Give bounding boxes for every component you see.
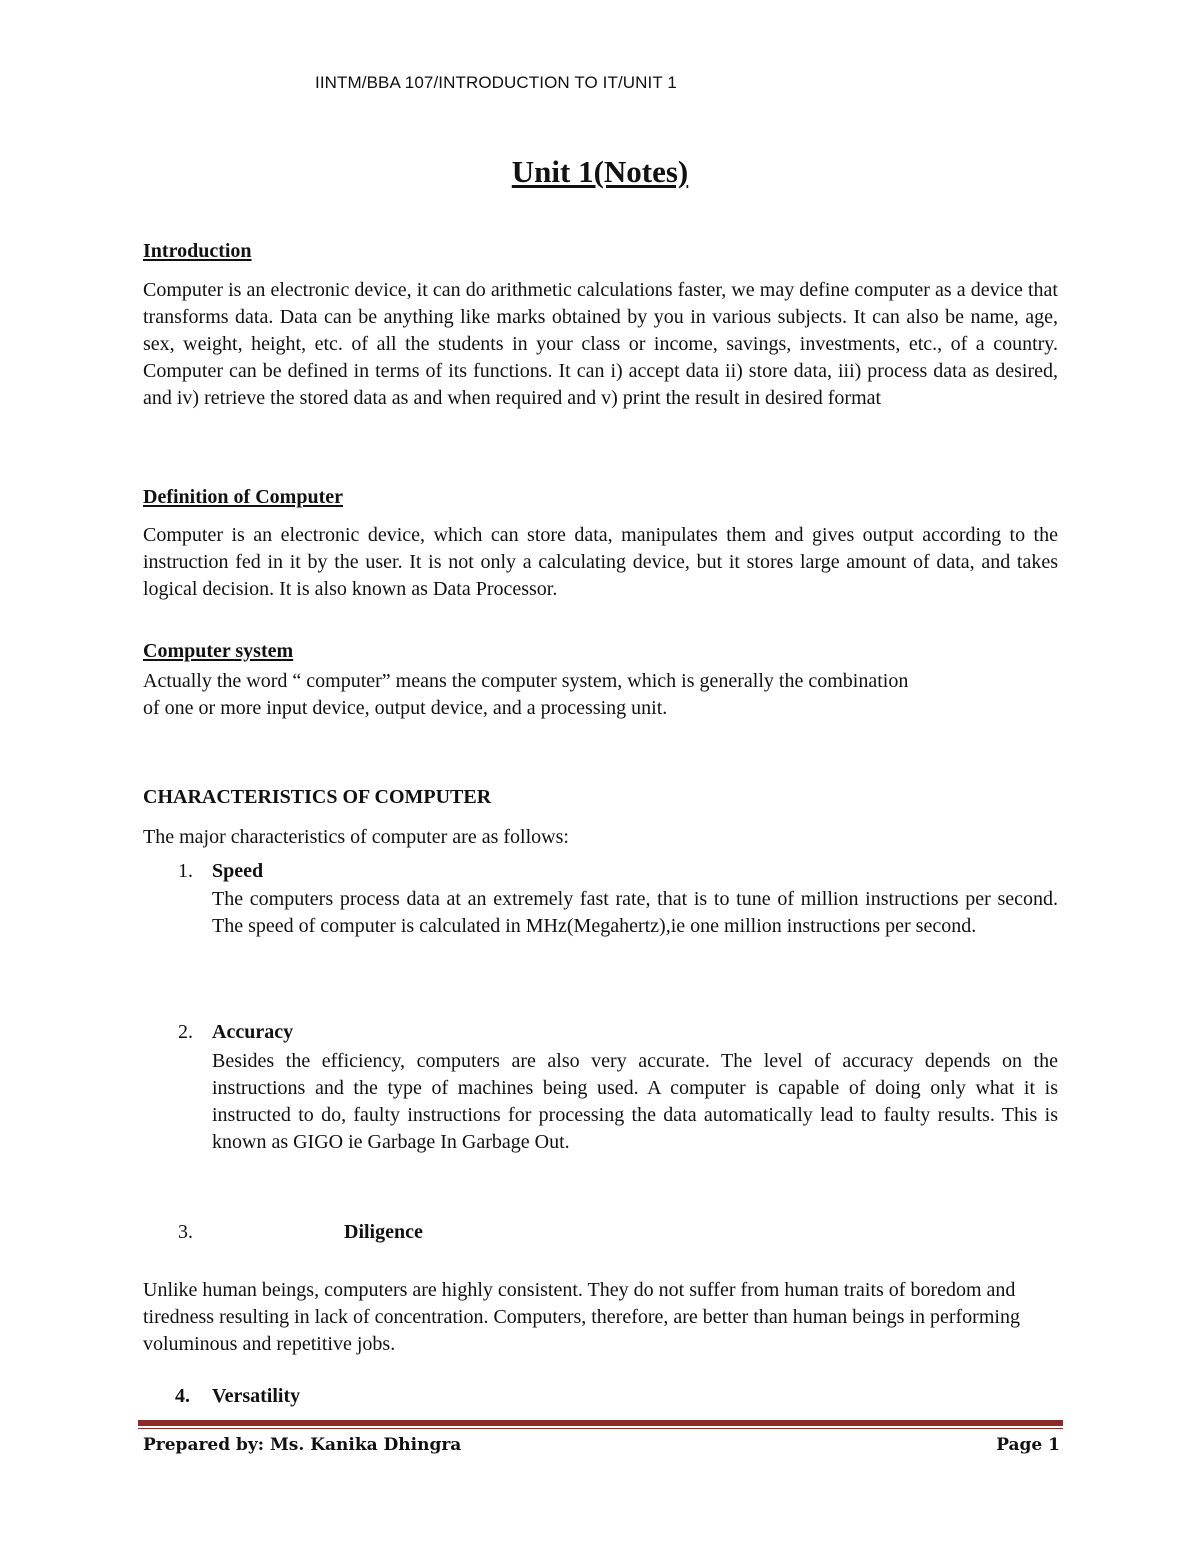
diligence-paragraph: Unlike human beings, computers are highly consistent. They do not suffer from human traits of boredom and tiredness resulting in lack of concentration. Computers, therefore, are better than human beings in performing voluminous and repetitive jobs. (143, 1279, 1020, 1355)
characteristics-heading: CHARACTERISTICS OF COMPUTER (143, 786, 492, 808)
page-title: Unit 1(Notes) (511, 154, 689, 189)
accuracy-paragraph: Besides the efficiency, computers are also very accurate. The level of accuracy depends on the instructions and the type of machines being used. A computer is capable of doing only what it is instructed to do, faulty instructions for processing the data automatically lead to faulty results. This is known as GIGO ie Garbage In Garbage Out. (212, 1050, 1058, 1153)
footer-page-number: Page 1 (996, 1435, 1060, 1455)
list-item-number: 3. (178, 1221, 193, 1243)
definition-paragraph: Computer is an electronic device, which can store data, manipulates them and gives output according to the instruction fed in it by the user. It is not only a calculating device, but it stores large amount of data, and takes logical decision. It is also known as Data Processor. (143, 524, 1058, 600)
introduction-paragraph: Computer is an electronic device, it can do arithmetic calculations faster, we may define computer as a device that transforms data. Data can be anything like marks obtained by you in various subjects. It can also be name, age, sex, weight, height, etc. of all the students in your class or income, savings, investments, etc., of a country. Computer can be defined in terms of its functions. It can i) accept data ii) store data, iii) process data as desired, and iv) retrieve the stored data as and when required and v) print the result in desired format (143, 279, 1058, 409)
speed-paragraph: The computers process data at an extremely fast rate, that is to tune of million instructions per second. The speed of computer is calculated in MHz(Megahertz),ie one million instructions per second. (212, 888, 1058, 937)
footer-rule (138, 1420, 1063, 1426)
computer-system-line-1: Actually the word “ computer” means the computer system, which is generally the combination (143, 670, 909, 692)
footer-rule-thin (138, 1428, 1063, 1429)
running-header: IINTM/BBA 107/INTRODUCTION TO IT/UNIT 1 (315, 73, 677, 92)
list-item-number: 4. (175, 1385, 190, 1407)
accuracy-title: Accuracy (212, 1021, 294, 1043)
definition-heading: Definition of Computer (143, 486, 343, 508)
introduction-heading: Introduction (143, 240, 252, 262)
computer-system-line-2: of one or more input device, output device, and a processing unit. (143, 697, 668, 719)
versatility-title: Versatility (212, 1385, 301, 1407)
list-item-number: 2. (178, 1021, 193, 1043)
list-item-number: 1. (178, 860, 193, 882)
speed-title: Speed (212, 860, 264, 882)
footer-author: Prepared by: Ms. Kanika Dhingra (143, 1435, 462, 1455)
characteristics-intro: The major characteristics of computer are as follows: (143, 826, 569, 848)
computer-system-heading: Computer system (143, 640, 294, 662)
diligence-title: Diligence (344, 1221, 423, 1243)
